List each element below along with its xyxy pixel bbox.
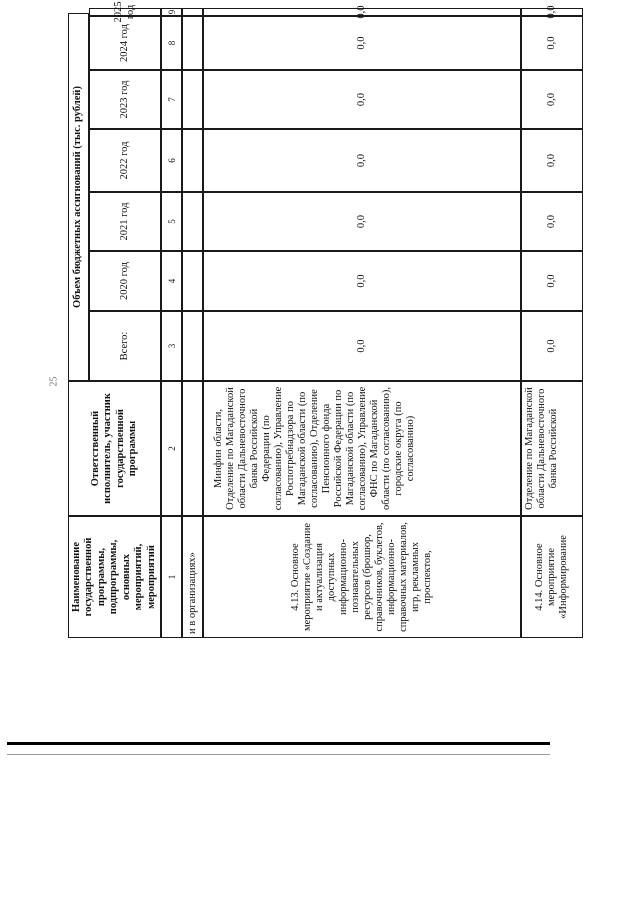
table-row-name: 4.14. Основное мероприятие «Информирование: [521, 516, 583, 638]
page-divider-line: [7, 742, 550, 745]
table-cell-2025: 0,0: [521, 8, 583, 16]
table-cell-2024: 0,0: [203, 16, 521, 70]
header-year-2023: 2023 год: [89, 70, 161, 129]
table-cell: [182, 129, 203, 192]
header-name-column: Наименование государственной программы, подпрограммы, основных мероприятий, мероприятий: [68, 516, 161, 638]
page-number: 25: [48, 376, 60, 386]
table-cell-2025: 0,0: [203, 8, 521, 16]
table-cell-2023: 0,0: [203, 70, 521, 129]
table-row-responsible: [182, 381, 203, 516]
header-year-2020: 2020 год: [89, 251, 161, 311]
colnum-3: 3: [161, 311, 182, 381]
header-year-2024: 2024 год: [89, 16, 161, 70]
colnum-2: 2: [161, 381, 182, 516]
table-cell: [182, 311, 203, 381]
table-cell: [182, 70, 203, 129]
table-cell-2021: 0,0: [203, 192, 521, 251]
colnum-9: 9: [161, 8, 182, 16]
table-cell: [182, 192, 203, 251]
header-budget-group: Объем бюджетных ассигнований (тыс. рублей): [68, 13, 89, 381]
header-total: Всего:: [89, 311, 161, 381]
header-year-2025: 2025 год: [89, 8, 161, 16]
table-cell-total: 0,0: [203, 311, 521, 381]
table-cell: [182, 251, 203, 311]
colnum-8: 8: [161, 16, 182, 70]
table-cell-2020: 0,0: [203, 251, 521, 311]
table-cell-total: 0,0: [521, 311, 583, 381]
table-row-name: и в организациях»: [182, 516, 203, 638]
colnum-7: 7: [161, 70, 182, 129]
table-row-responsible: Отделение по Магаданской области Дальневосточного банка Российской: [521, 381, 583, 516]
budget-table: [68, 1, 583, 638]
colnum-5: 5: [161, 192, 182, 251]
table-cell-2022: 0,0: [203, 129, 521, 192]
table-cell-2021: 0,0: [521, 192, 583, 251]
header-year-2021: 2021 год: [89, 192, 161, 251]
table-cell: [182, 8, 203, 16]
colnum-4: 4: [161, 251, 182, 311]
table-cell-2024: 0,0: [521, 16, 583, 70]
colnum-6: 6: [161, 129, 182, 192]
table-cell-2020: 0,0: [521, 251, 583, 311]
table-cell-2023: 0,0: [521, 70, 583, 129]
page-divider-shadow: [7, 754, 550, 755]
header-responsible-column: Ответственный исполнитель, участник государственной программы: [68, 381, 161, 516]
colnum-1: 1: [161, 516, 182, 638]
header-year-2022: 2022 год: [89, 129, 161, 192]
table-cell: [182, 16, 203, 70]
table-row-name: 4.13. Основное мероприятие «Создание и актуализация доступных информационно-познавательных ресурсов (брошюр, справочников, буклетов, информационно-справочных материалов, игр, рекламных проспектов,: [203, 516, 521, 638]
table-row-responsible: Минфин области, Отделение по Магаданской области Дальневосточного банка Российской Федерации (по согласованию), Управление Роспотребнадзора по Магаданской области (по согласованию), Отделение Пенсионного фонда Российской Федерации по Магаданской области (по согласованию), Управление ФНС по Магаданской области (по согласованию), городские округа (по согласованию): [203, 381, 521, 516]
table-cell-2022: 0,0: [521, 129, 583, 192]
